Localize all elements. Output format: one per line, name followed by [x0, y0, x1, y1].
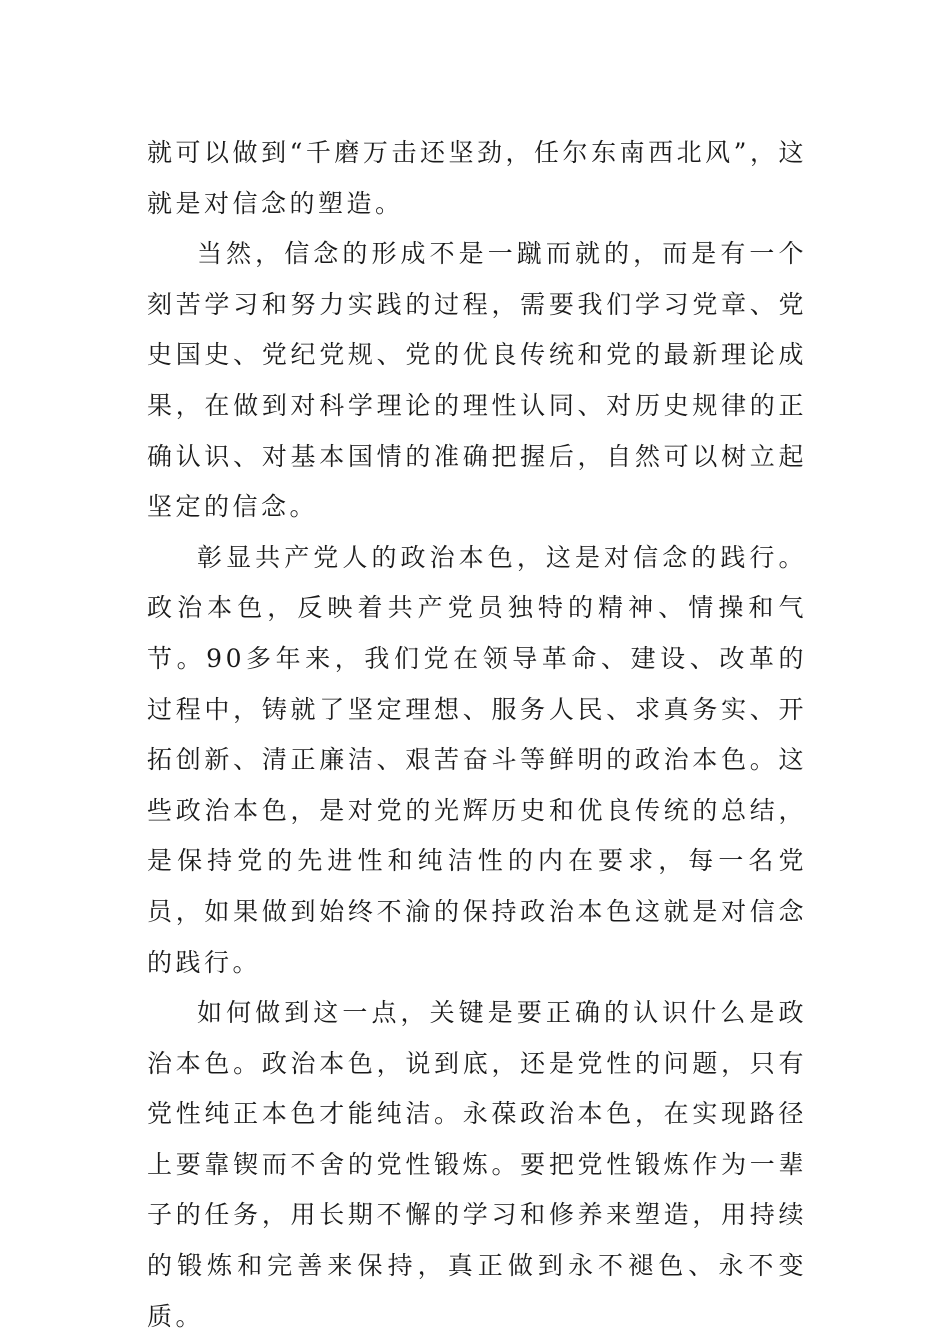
paragraph-belief-formation: 当然，信念的形成不是一蹴而就的，而是有一个刻苦学习和努力实践的过程，需要我们学习党章、党史国史、党纪党规、党的优良传统和党的最新理论成果，在做到对科学理论的理性认同、对历史规律的正确认识、对基本国情的准确把握后，自然可以树立起坚定的信念。 [147, 239, 807, 522]
document-body [147, 128, 807, 1342]
paragraph-political-character: 彰显共产党人的政治本色，这是对信念的践行。政治本色，反映着共产党员独特的精神、情操和气节。90多年来，我们党在领导革命、建设、改革的过程中，铸就了坚定理想、服务人民、求真务实、开拓创新、清正廉洁、艰苦奋斗等鲜明的政治本色。这些政治本色，是对党的光辉历史和优良传统的总结，是保持党的先进性和纯洁性的内在要求，每一名党员，如果做到始终不渝的保持政治本色这就是对信念的践行。 [147, 542, 807, 977]
paragraph-continuation: 就可以做到“千磨万击还坚劲，任尔东南西北风”，这就是对信念的塑造。 [147, 138, 807, 218]
paragraph-party-spirit: 如何做到这一点，关键是要正确的认识什么是政治本色。政治本色，说到底，还是党性的问题，只有党性纯正本色才能纯洁。永葆政治本色，在实现路径上要靠锲而不舍的党性锻炼。要把党性锻炼作为一辈子的任务，用长期不懈的学习和修养来塑造，用持续的锻炼和完善来保持，真正做到永不褪色、永不变质。 [147, 998, 807, 1331]
